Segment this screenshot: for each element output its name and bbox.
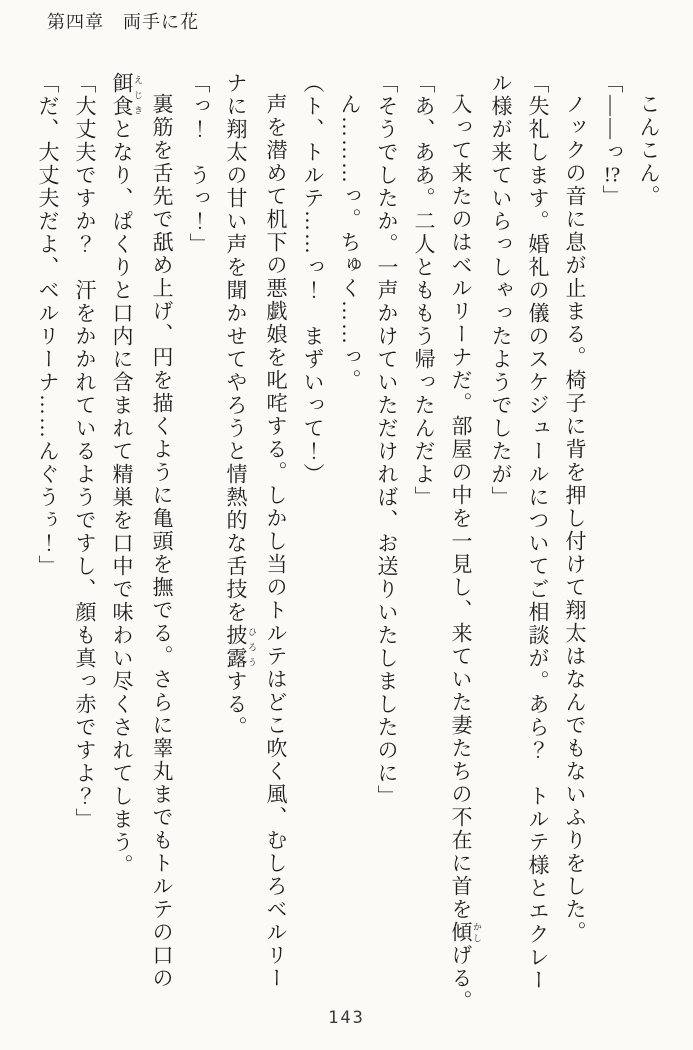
text-line: ん………っ。ちゅく……っ。	[338, 93, 362, 392]
page-number: 143	[328, 1008, 365, 1028]
text-line: 声を潜めて机下の悪戯娘を叱咤する。しかし当のトルテはどこ吹く風、むしろベルリー	[264, 93, 288, 990]
ruby-annotated-word: 傾 かし	[449, 921, 482, 944]
text-line: ノックの音に息が止まる。椅子に背を押し付けて翔太はなんでもないふりをした。	[563, 93, 587, 944]
text-line: 「だ、大丈夫だよ、ベルリーナ……んぐうぅ！」	[36, 72, 60, 578]
text-line: ナに翔太の甘い声を聞かせてやろうと情熱的な舌技を披露 ひろうする。	[224, 72, 257, 739]
text-line: 「そうでしたか。一声かけていただければ、お送りいたしましたのに」	[375, 72, 399, 808]
text-line: 裏筋を舌先で舐め上げ、円を描くように亀頭を撫でる。さらに睾丸までもトルテの口の	[150, 93, 174, 990]
text-line: こんこん。	[637, 93, 661, 208]
text-line: 入って来たのはベルリーナだ。部屋の中を一見し、来ていた妻たちの不在に首を傾 かしげる。	[449, 93, 482, 1013]
text-line: （ト、トルテ……っ！ まずいって！）	[301, 72, 325, 486]
chapter-header: 第四章 両手に花	[47, 12, 199, 32]
text-line: 「失礼します。婚礼の儀のスケジュールについてご相談が。あら？ トルテ様とエクレー	[526, 72, 550, 992]
text-line: 「あ、ああ。二人とももう帰ったんだよ」	[412, 72, 436, 509]
text-line: 餌食 えじきとなり、ぱくりと口内に含まれて精巣を口中で味わい尽くされてしまう。	[110, 72, 143, 877]
text-line: 「大丈夫ですか？ 汗をかかれているようですし、顔も真っ赤ですよ？」	[73, 72, 97, 831]
text-line: 「っ！ うっ！」	[187, 72, 211, 256]
ruby-annotated-word: 披露 ひろう	[224, 624, 257, 670]
text-body	[33, 72, 667, 1020]
text-line: 「――っ!?」	[600, 72, 624, 208]
ruby-annotated-word: 餌食 えじき	[110, 72, 143, 118]
text-line: ル様が来ていらっしゃったようでしたが」	[489, 72, 513, 509]
tate-chu-yoko: !?	[603, 164, 621, 185]
